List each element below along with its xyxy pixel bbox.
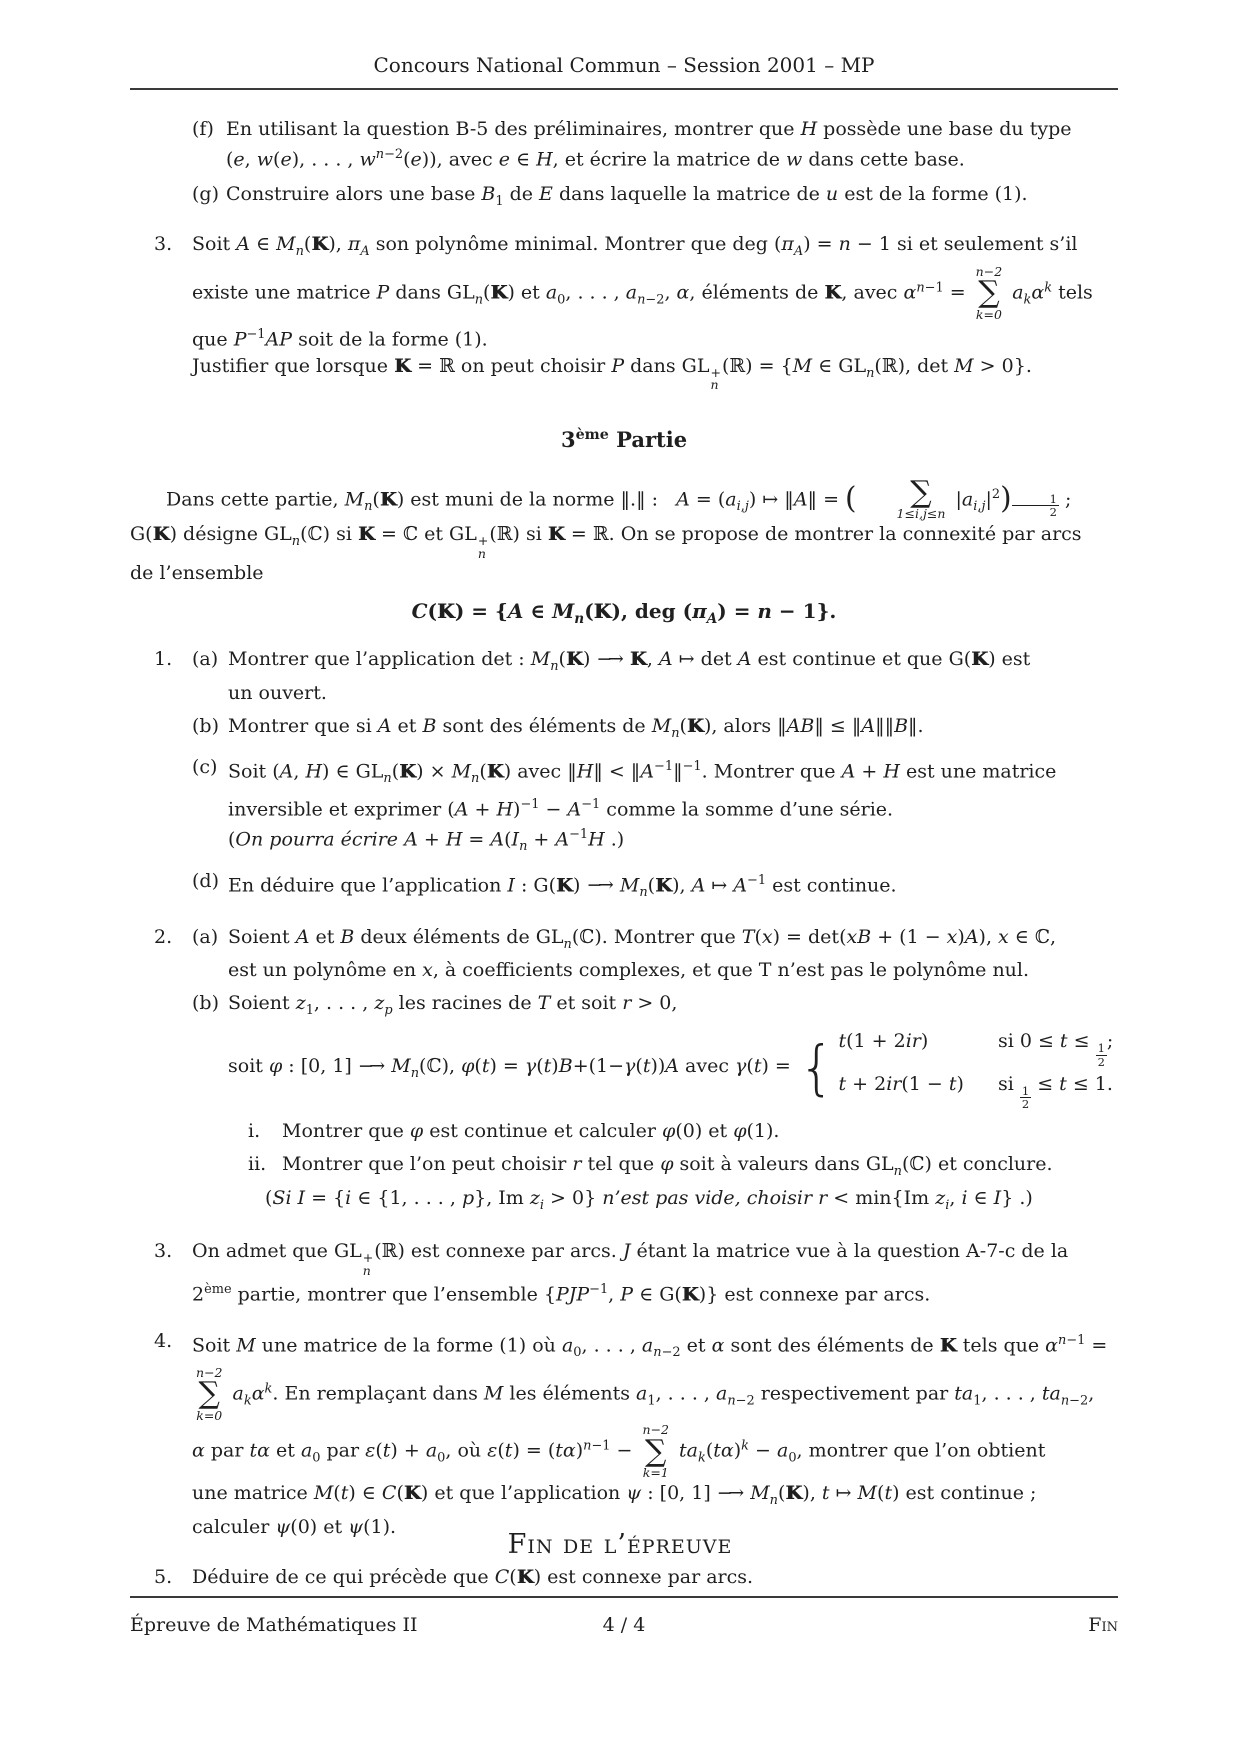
item-3-line-3: que $P^{-1}AP$ soit de la forme (1).	[192, 327, 488, 351]
question-2a-line-1: Soient A et B deux éléments de $GL_n(ℂ)$. Montrer que T(x) = det(xB + (1 − x)A), x ∈ ℂ,	[228, 925, 1057, 952]
question-2-label: 2.	[154, 925, 173, 948]
question-1b-label: (b)	[192, 715, 219, 738]
question-2	[154, 924, 1118, 1219]
question-4	[154, 1328, 1118, 1540]
question-2b-line-1: Soient $z_1$, . . . , $z_p$ les racines de T et soit r > 0,	[228, 992, 678, 1019]
item-3	[154, 231, 1118, 391]
end-of-exam-heading: Fin de l’épreuve	[507, 1529, 733, 1560]
question-1c-line-1: Soit (A, H) ∈ $GL_n(K) \times M_n(K)$ avec ‖H‖ < $‖A^{-1}‖^{-1}$. Montrer que A + H est une matrice	[228, 758, 1057, 787]
item-g-line-1: Construire alors une base $B_1$ de E dans laquelle la matrice de u est de la forme (1).	[226, 183, 1028, 210]
question-2b	[192, 990, 1118, 1218]
item-3-label: 3.	[154, 233, 173, 256]
question-2b-i	[248, 1118, 1118, 1144]
question-2a	[192, 924, 1118, 984]
footer-page-number: 4 / 4	[602, 1614, 646, 1636]
intro-paragraph	[130, 474, 1118, 587]
question-5	[154, 1564, 1118, 1590]
question-5-label: 5.	[154, 1566, 173, 1589]
item-g-label: (g)	[192, 183, 219, 206]
question-4-line-3: α par tα et $a_0$ par $\varepsilon(t) + a_0$, où $\varepsilon(t) = (t\alpha)^{n-1}$ − n−2 ∑ k=1 $ta_k(t\alpha)^k - a_0$, montrer que l’on obtient	[192, 1422, 1046, 1480]
question-4-line-5: calculer ψ(0) et ψ(1).	[192, 1516, 397, 1539]
part-3-heading: 3ème Partie	[560, 426, 688, 452]
question-2a-line-2: est un polynôme en x, à coefficients complexes, et que T n’est pas le polynôme nul.	[228, 959, 1030, 982]
cases-brace: {	[798, 1034, 835, 1103]
footer-exam-title: Épreuve de Mathématiques II	[130, 1614, 418, 1636]
question-5-line-1: Déduire de ce qui précède que C(K) est connexe par arcs.	[192, 1566, 754, 1589]
question-1c-line-2: inversible et exprimer $(A + H)^{-1} - A^{-1}$ comme la somme d’une série.	[228, 797, 894, 821]
question-3-line-1: On admet que GL + n (ℝ) est connexe par arcs. J étant la matrice vue à la question A-7-c de la	[192, 1240, 1069, 1278]
gamma-cases	[799, 1028, 1113, 1111]
item-3-line-1: Soit A ∈ $M_n(K)$, $\pi_A$ son polynôme minimal. Montrer que deg $(\pi_A) = n - 1$ si et seulement s’il	[192, 233, 1078, 259]
footer-fin-label: Fin	[1088, 1614, 1118, 1636]
question-1c	[192, 754, 1118, 861]
question-1a-label: (a)	[192, 648, 219, 671]
question-1d-line-1: En déduire que l’application I : $G(K) -\to M_n(K)$, A ↦ $A^{-1}$ est continue.	[228, 872, 897, 900]
question-2b-ii-line-1: Montrer que l’on peut choisir r tel que φ soit à valeurs dans $GL_n(ℂ)$ et conclure.	[282, 1152, 1053, 1179]
question-2b-ii	[248, 1151, 1118, 1185]
item-g	[192, 181, 1118, 215]
question-1-label: 1.	[154, 648, 173, 671]
question-2b-i-label: i.	[248, 1119, 261, 1142]
item-3-line-4: Justifier que lorsque K = ℝ on peut choisir P dans GL + n (ℝ) = {M ∈ $GL_n(ℝ)$, det M > 0}.	[192, 354, 1032, 392]
question-2b-label: (b)	[192, 992, 219, 1015]
question-1c-label: (c)	[192, 755, 218, 778]
question-1a	[192, 646, 1118, 706]
intro-line-3: de l’ensemble	[130, 562, 264, 585]
case-1-condition: si 0 ≤ t ≤ $\frac{1}{2}$ ;	[997, 1030, 1114, 1069]
question-3-label: 3.	[154, 1240, 173, 1263]
question-1d-label: (d)	[192, 869, 219, 892]
header-rule	[130, 88, 1118, 90]
question-4-line-2: n−2 ∑ k=0 $a_k\alpha^k$. En remplaçant dans M les éléments $a_1$, . . . , $a_{n-2}$ respectivement par $ta_1$, . . . , $ta_{n-2}$,	[196, 1364, 1095, 1423]
phi-definition-line	[228, 1028, 1118, 1111]
intro-line-2: G(K) désigne $GL_n(ℂ)$ si K = ℂ et GL + n (ℝ) si K = ℝ. On se propose de montrer la connexité par arcs	[130, 523, 1082, 561]
page-header-title: Concours National Commun – Session 2001 – MP	[373, 53, 875, 77]
page-footer	[130, 1596, 1118, 1638]
item-3-line-2: existe une matrice P dans $GL_n(K)$ et $a_0$, . . . , $a_{n-2}$, α, éléments de K, avec $\alpha^{n-1}$ = n−2 ∑ k=0 $a_k\alpha^k$ tels	[192, 263, 1093, 322]
question-1a-line-2: un ouvert.	[228, 682, 327, 705]
question-4-label: 4.	[154, 1329, 173, 1352]
case-2-condition: si $\frac{1}{2}$ ≤ t ≤ 1.	[997, 1072, 1113, 1112]
item-f-label: (f)	[192, 118, 214, 140]
case-2-formula: t + 2ir(1 − t)	[838, 1072, 964, 1095]
item-f-line-2: (e, w(e), . . . , $w^{n-2}(e)$), avec e ∈ H, et écrire la matrice de w dans cette base.	[226, 147, 965, 171]
item-f-line-1: En utilisant la question B-5 des préliminaires, montrer que H possède une base du type	[226, 118, 1072, 140]
question-2b-i-line-1: Montrer que φ est continue et calculer φ(0) et φ(1).	[282, 1119, 780, 1142]
question-2b-ii-hint: (Si I = {i ∈ {1, . . . , p}, Im $z_i > 0$} n’est pas vide, choisir r < min{Im $z_i$, i ∈ I} .)	[265, 1186, 1033, 1213]
item-f	[192, 116, 1118, 172]
question-4-line-1: Soit M une matrice de la forme (1) où $a_0$, . . . , $a_{n-2}$ et α sont des éléments de K tels que $\alpha^{n-1}$ =	[192, 1332, 1108, 1360]
question-2a-label: (a)	[192, 925, 219, 948]
question-1c-line-3: (On pourra écrire $A + H = A(I_n + A^{-1}H$ .)	[228, 827, 625, 855]
question-3-line-2: 2ème partie, montrer que l’ensemble {$PJP^{-1}$, P ∈ G(K)} est connexe par arcs.	[192, 1282, 931, 1306]
question-2b-ii-label: ii.	[248, 1152, 267, 1175]
question-1b	[192, 713, 1118, 747]
phi-definition-text: soit φ : [0, $1] -\to M_n(ℂ)$, φ(t) = γ(t)B+(1−γ(t))A avec γ(t) =	[228, 1054, 791, 1081]
question-4-line-4: une matrice M(t) ∈ C(K) et que l’application ψ : [0, $1] -\to M_n(K)$, t ↦ M(t) est continue ;	[192, 1482, 1037, 1509]
display-formula: C(K) = {A ∈ $M_n(K)$, deg $(\pi_A) = n - 1$}.	[411, 599, 837, 628]
intro-line-1: Dans cette partie, $M_n(K)$ est muni de la norme ‖.‖ : $A = (a_{i,j})$ ↦ ‖A‖ = ( ∑ 1≤i,j≤n $|a_{i,j}|^2$) $^{\frac{1}{2}}$ ;	[166, 474, 1072, 521]
question-1b-line-1: Montrer que si A et B sont des éléments de $M_n(K)$, alors ‖AB‖ ≤ ‖A‖‖B‖.	[228, 715, 924, 741]
question-3	[154, 1238, 1118, 1307]
question-1a-line-1: Montrer que l’application det : $M_n(K) -\to K$, A ↦ det A est continue et que G(K) est	[228, 648, 1031, 675]
case-1-formula: t(1 + 2ir)	[838, 1030, 929, 1053]
question-1	[154, 646, 1118, 905]
question-1d	[192, 868, 1118, 906]
